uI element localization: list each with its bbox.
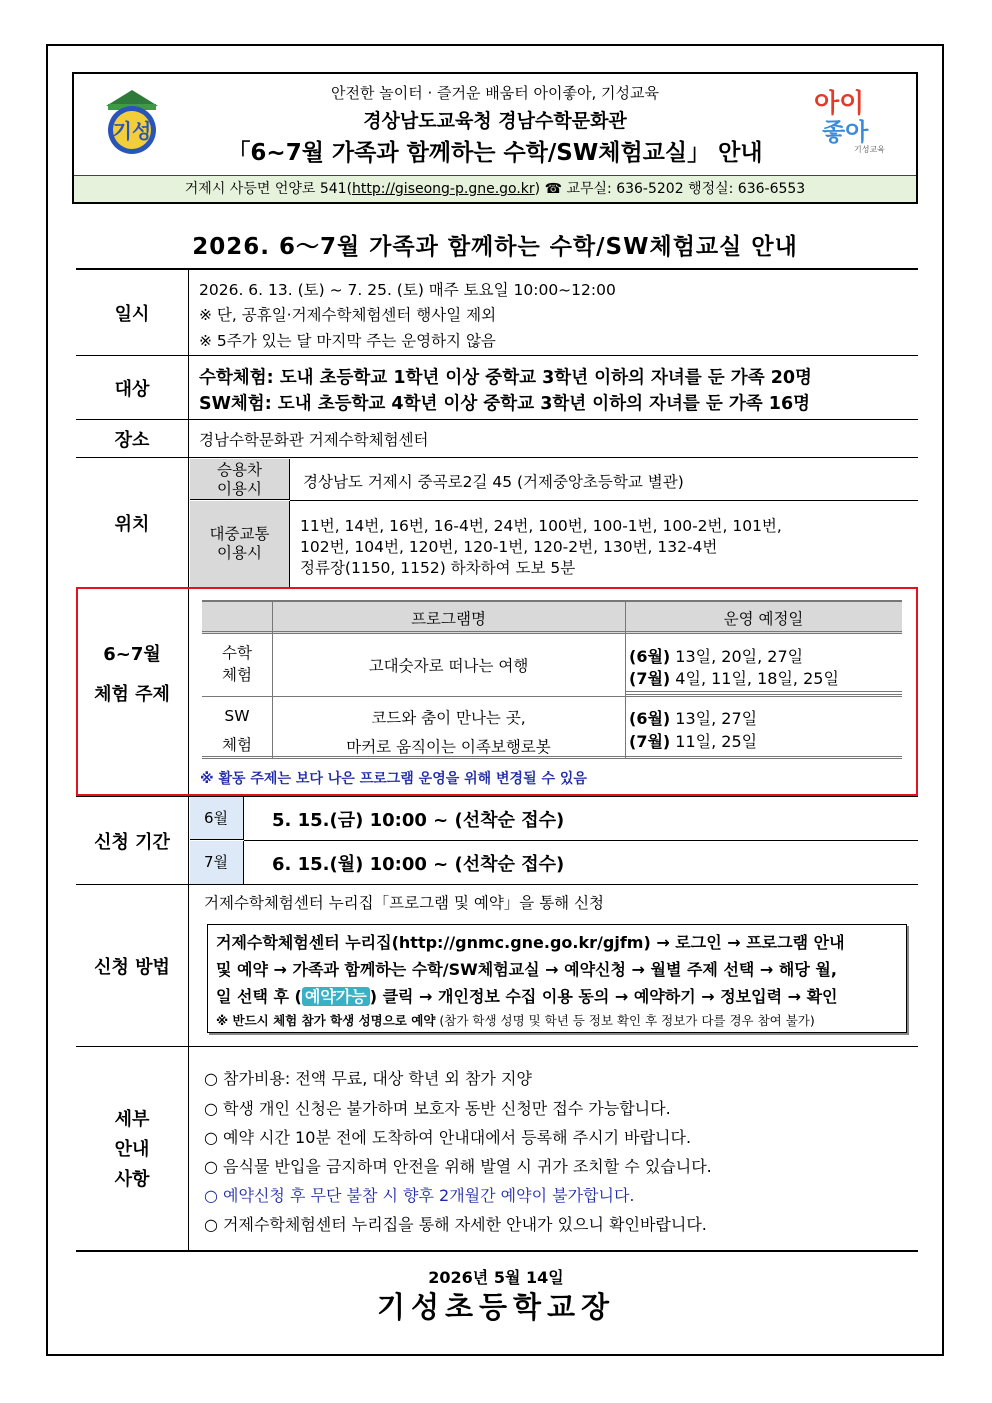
row-divider xyxy=(76,355,918,356)
schedule-dates: 2026. 6. 13. (토) ~ 7. 25. (토) 매주 토요일 10:00~12:00 xyxy=(199,281,616,299)
car-address: 경상남도 거제시 중곡로2길 45 (거제중앙초등학교 별관) xyxy=(303,473,684,491)
detail-item-warning: ○ 예약신청 후 무단 불참 시 향후 2개월간 예약이 불가합니다. xyxy=(204,1186,635,1205)
document-title: 2026. 6～7월 가족과 함께하는 수학/SW체험교실 안내 xyxy=(192,234,798,260)
theme-table xyxy=(202,600,902,760)
detail-item: ○ 음식물 반입을 금지하며 안전을 위해 발열 시 귀가 조치할 수 있습니다. xyxy=(204,1157,712,1176)
apply-steps-box xyxy=(207,924,907,1033)
detail-item: ○ 예약 시간 10분 전에 도착하여 안내대에서 등록해 주시기 바랍니다. xyxy=(204,1128,692,1147)
aijoa-logo-icon xyxy=(812,84,898,154)
apply-method-intro: 거제수학체험센터 누리집「프로그램 및 예약」을 통해 신청 xyxy=(204,894,605,912)
sw-july-dates: (7월) 11일, 25일 xyxy=(629,732,758,751)
june-apply-date: 5. 15.(금) 10:00 ~ (선착순 접수) xyxy=(272,810,565,831)
address-bar xyxy=(74,175,916,202)
reservation-available-badge: 예약가능 xyxy=(302,987,370,1006)
theme-change-note: ※ 활동 주제는 보다 나은 프로그램 운영을 위해 변경될 수 있음 xyxy=(200,771,587,787)
column-divider xyxy=(188,796,189,1252)
place-value: 경남수학문화관 거제수학체험센터 xyxy=(199,431,429,449)
phone-text: ) ☎ 교무실: 636-5202 행정실: 636-6553 xyxy=(534,181,806,197)
row-divider xyxy=(76,457,918,458)
bus-stop: 정류장(1150, 1152) 하차하여 도보 5분 xyxy=(300,559,576,577)
math-program: 고대숫자로 떠나는 여행 xyxy=(368,657,529,675)
apply-step: 및 예약 → 가족과 함께하는 수학/SW체험교실 → 예약신청 → 월별 주제 선택 → 해당 월, xyxy=(216,960,837,979)
math-june-dates: (6월) 13일, 20일, 27일 xyxy=(629,647,804,666)
organization-name: 경상남도교육청 경남수학문화관 xyxy=(363,110,627,132)
themes-label: 6~7월 xyxy=(103,644,161,665)
schedule-note: ※ 5주가 있는 달 마지막 주는 운영하지 않음 xyxy=(199,332,496,350)
bus-label-cell: 대중교통 이용시 xyxy=(190,501,290,587)
col-schedule: 운영 예정일 xyxy=(723,610,804,628)
apply-step: 거제수학체험센터 누리집(http://gnmc.gne.go.kr/gjfm) → 로그인 → 프로그램 안내 xyxy=(216,933,845,952)
table-top-rule xyxy=(76,268,918,270)
bus-lines: 102번, 104번, 120번, 120-1번, 120-2번, 130번, 132-4번 xyxy=(300,538,718,556)
target-label: 대상 xyxy=(114,378,150,400)
col-program: 프로그램명 xyxy=(411,610,486,628)
july-label-cell: 7월 xyxy=(190,841,244,884)
themes-label: 체험 주제 xyxy=(94,684,170,705)
sw-program: 코드와 춤이 만나는 곳, 마커로 움직이는 이족보행로봇 xyxy=(346,709,551,756)
slogan: 안전한 놀이터 · 즐거운 배움터 아이좋아, 기성교육 xyxy=(331,84,659,102)
row-divider xyxy=(76,1046,918,1047)
row-divider xyxy=(290,500,918,501)
column-divider xyxy=(188,268,189,587)
june-label-cell: 6월 xyxy=(190,797,244,840)
target-math: 수학체험: 도내 초등학교 1학년 이상 중학교 3학년 이하의 자녀를 둔 가족 20명 xyxy=(199,368,812,388)
row-divider xyxy=(76,884,918,885)
sw-category: SW 체험 xyxy=(222,707,252,754)
svg-text:기성교육: 기성교육 xyxy=(854,145,885,154)
sw-june-dates: (6월) 13일, 27일 xyxy=(629,709,758,728)
homepage-link[interactable]: http://giseong-p.gne.go.kr xyxy=(352,181,535,197)
july-apply-date: 6. 15.(월) 10:00 ~ (선착순 접수) xyxy=(272,854,565,875)
details-label: 세부 안내 사항 xyxy=(114,1109,150,1190)
car-label-cell: 승용차 이용시 xyxy=(190,459,290,500)
table-bottom-rule xyxy=(76,1250,918,1252)
apply-method-label: 신청 방법 xyxy=(94,956,170,978)
detail-item: ○ 학생 개인 신청은 불가하며 보호자 동반 신청만 접수 가능합니다. xyxy=(204,1099,671,1118)
schedule-label: 일시 xyxy=(114,303,150,325)
detail-item: ○ 참가비용: 전액 무료, 대상 학년 외 참가 지양 xyxy=(204,1069,532,1088)
math-category: 수학 체험 xyxy=(222,644,252,684)
location-label: 위치 xyxy=(114,513,150,535)
address-text: 거제시 사등면 언양로 541( xyxy=(184,181,353,197)
place-label: 장소 xyxy=(114,429,150,451)
header-title: 「6~7월 가족과 함께하는 수학/SW체험교실」 안내 xyxy=(227,140,763,166)
bus-lines: 11번, 14번, 16번, 16-4번, 24번, 100번, 100-1번, 100-2번, 101번, xyxy=(300,517,782,535)
math-july-dates: (7월) 4일, 11일, 18일, 25일 xyxy=(629,669,839,688)
issue-date: 2026년 5월 14일 xyxy=(428,1268,564,1287)
apply-step: 일 선택 후 ( 예약가능 ) 클릭 → 개인정보 수집 이용 동의 → 예약하기 → 정보입력 → 확인 xyxy=(216,987,838,1006)
svg-text:아이: 아이 xyxy=(814,89,865,119)
svg-text:좋아: 좋아 xyxy=(822,118,869,146)
apply-period-label: 신청 기간 xyxy=(94,831,170,853)
row-divider xyxy=(76,419,918,420)
svg-text:기성: 기성 xyxy=(112,119,152,143)
school-header xyxy=(72,72,918,204)
column-divider xyxy=(188,589,189,794)
detail-item: ○ 거제수학체험센터 누리집을 통해 자세한 안내가 있으니 확인바랍니다. xyxy=(204,1215,707,1234)
principal-signature: 기성초등학교장 xyxy=(376,1290,616,1324)
apply-warning: ※ 반드시 체험 참가 학생 성명으로 예약 (참가 학생 성명 및 학년 등 정보 확인 후 정보가 다를 경우 참여 불가) xyxy=(216,1013,815,1028)
schedule-note: ※ 단, 공휴일·거제수학체험센터 행사일 제외 xyxy=(199,306,497,324)
target-sw: SW체험: 도내 초등학교 4학년 이상 중학교 3학년 이하의 자녀를 둔 가족 16명 xyxy=(199,394,811,414)
